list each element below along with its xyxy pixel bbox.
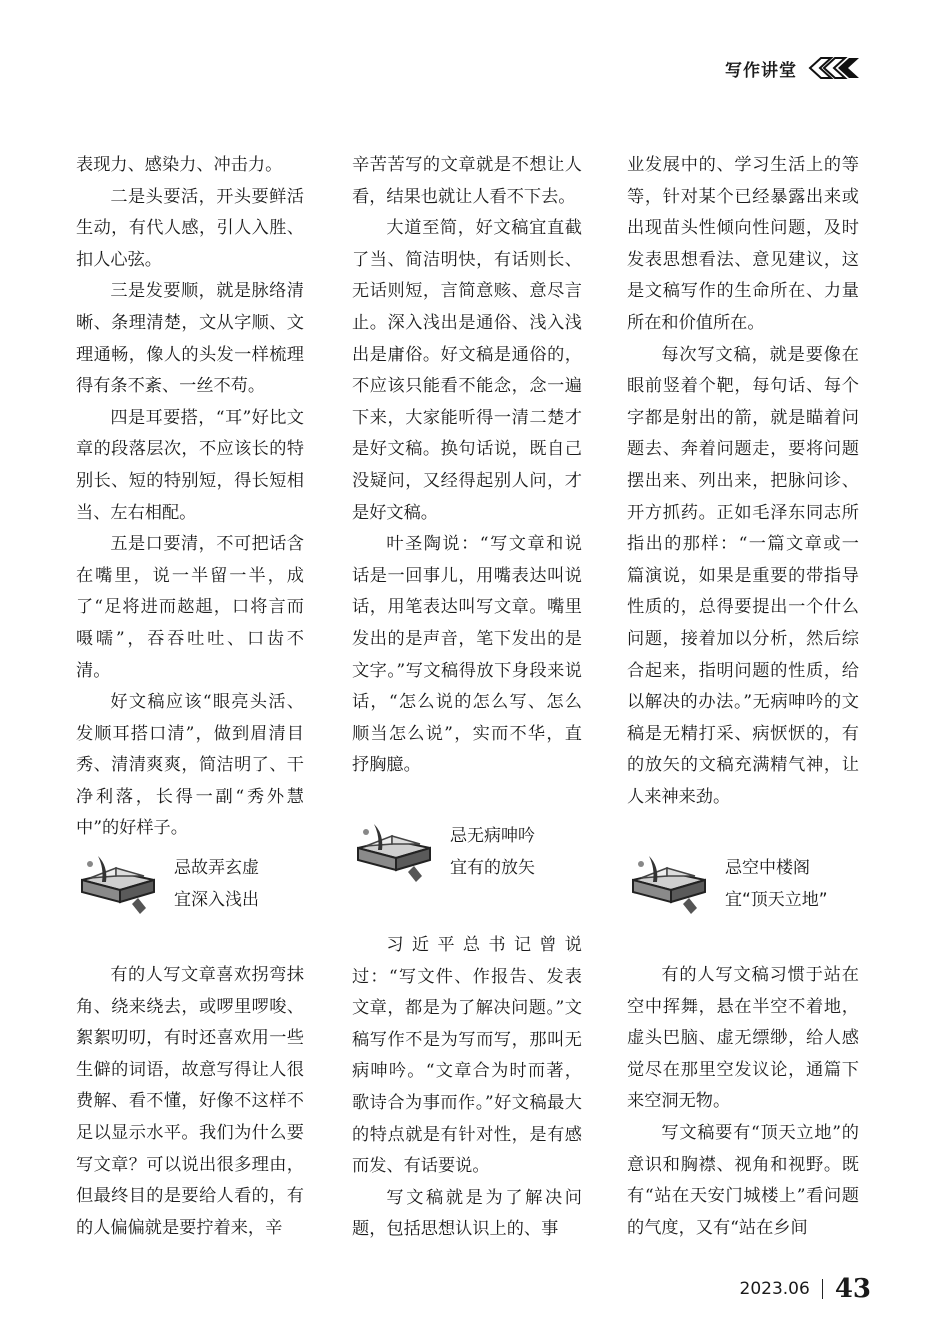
paragraph: 大道至简，好文稿宜直截了当、简洁明快，有话则长、无话则短，言简意赅、意尽言止。深入浅出是通俗、浅入浅出是庸俗。好文稿是通俗的，不应该只能看不能念，念一遍下来，大家能听得一清二楚才是好文稿。换句话说，既自己没疑问，又经得起别人问，才是好文稿。 — [352, 218, 582, 523]
footer-divider — [822, 1279, 823, 1299]
section-title-line2: 宜有的放矢 — [450, 858, 535, 878]
paragraph: 表现力、感染力、冲击力。 — [76, 155, 283, 175]
column-1-top — [76, 150, 304, 845]
section-title — [174, 852, 259, 916]
paragraph: 有的人写文稿习惯于站在空中挥舞，悬在半空不着地，虚头巴脑、虚无缥缈，给人感觉尽在那里空发议论，通篇下来空洞无物。 — [627, 965, 859, 1112]
page-number: 43 — [834, 1274, 871, 1304]
section-heading-1 — [76, 852, 259, 916]
paragraph: 每次写文稿，就是要像在眼前竖着个靶，每句话、每个字都是射出的箭，就是瞄着问题去、奔着问题走，要将问题摆出来、列出来，把脉问诊、开方抓药。正如毛泽东同志所指出的那样：“一篇文章或一篇演说，如果是重要的带指导性质的，总得要提出一个什么问题，接着加以分析，然后综合起来，指明问题的性质，给以解决的办法。”无病呻吟的文稿是无精打采、病恹恹的，有的放矢的文稿充满精气神，让人来神来劲。 — [627, 344, 859, 807]
section-heading-2 — [352, 820, 535, 884]
section-title — [725, 852, 828, 916]
section-title-line1: 忌空中楼阁 — [725, 858, 810, 878]
page-footer — [740, 1274, 872, 1304]
issue-date: 2023.06 — [739, 1279, 810, 1299]
chevron-arrows-icon — [807, 57, 861, 79]
section-header-title: 写作讲堂 — [725, 60, 797, 81]
section-title-line2: 宜“顶天立地” — [725, 890, 828, 910]
column-3-top — [627, 150, 859, 813]
book-quill-icon — [352, 820, 436, 884]
paragraph: 业发展中的、学习生活上的等等，针对某个已经暴露出来或出现苗头性倾向性问题，及时发表思想看法、意见建议，这是文稿写作的生命所在、力量所在和价值所在。 — [627, 155, 859, 333]
book-quill-icon — [76, 852, 160, 916]
paragraph: 四是耳要搭，“耳”好比文章的段落层次，不应该长的特别长、短的特别短，得长短相当、左右相配。 — [76, 407, 304, 523]
paragraph: 五是口要清，不可把话含在嘴里，说一半留一半，成了“足将进而趑趄，口将言而嗫嚅”，吞吞吐吐、口齿不清。 — [76, 534, 304, 681]
column-2-bottom — [352, 930, 582, 1246]
paragraph: 好文稿应该“眼亮头活、发顺耳搭口清”，做到眉清目秀、清清爽爽，简洁明了、干净利落，长得一副“秀外慧中”的好样子。 — [76, 692, 304, 839]
page-header — [725, 52, 861, 84]
section-title-line1: 忌故弄玄虚 — [174, 858, 259, 878]
paragraph: 写文稿要有“顶天立地”的意识和胸襟、视角和视野。既有“站在天安门城楼上”看问题的气度，又有“站在乡间 — [627, 1122, 859, 1238]
section-heading-3 — [627, 852, 828, 916]
paragraph: 辛苦苦写的文章就是不想让人看，结果也就让人看不下去。 — [352, 155, 582, 207]
column-2-top — [352, 150, 582, 782]
section-title — [450, 820, 535, 884]
paragraph: 习近平总书记曾说过：“写文件、作报告、发表文章，都是为了解决问题。”文稿写作不是为写而写，那叫无病呻吟。“文章合为时而著，歌诗合为事而作。”好文稿最大的特点就是有针对性，是有感而发、有话要说。 — [352, 935, 582, 1177]
paragraph: 有的人写文章喜欢拐弯抹角、绕来绕去，或啰里啰唆、絮絮叨叨，有时还喜欢用一些生僻的词语，故意写得让人很费解、看不懂，好像不这样不足以显示水平。我们为什么要写文章？可以说出很多理由，但最终目的是要给人看的，有的人偏偏就是要拧着来，辛 — [76, 965, 304, 1238]
paragraph: 叶圣陶说：“写文章和说话是一回事儿，用嘴表达叫说话，用笔表达叫写文章。嘴里发出的是声音，笔下发出的是文字。”写文稿得放下身段来说话，“怎么说的怎么写、怎么顺当怎么说”，实而不华，直抒胸臆。 — [352, 534, 582, 776]
book-quill-icon — [627, 852, 711, 916]
paragraph: 三是发要顺，就是脉络清晰、条理清楚，文从字顺、文理通畅，像人的头发一样梳理得有条不紊、一丝不苟。 — [76, 281, 304, 397]
section-title-line2: 宜深入浅出 — [174, 890, 259, 910]
section-title-line1: 忌无病呻吟 — [450, 826, 535, 846]
column-3-bottom — [627, 960, 859, 1244]
column-1-bottom — [76, 960, 304, 1244]
paragraph: 二是头要活，开头要鲜活生动，有代人感，引人入胜、扣人心弦。 — [76, 186, 304, 270]
paragraph: 写文稿就是为了解决问题，包括思想认识上的、事 — [352, 1187, 582, 1240]
